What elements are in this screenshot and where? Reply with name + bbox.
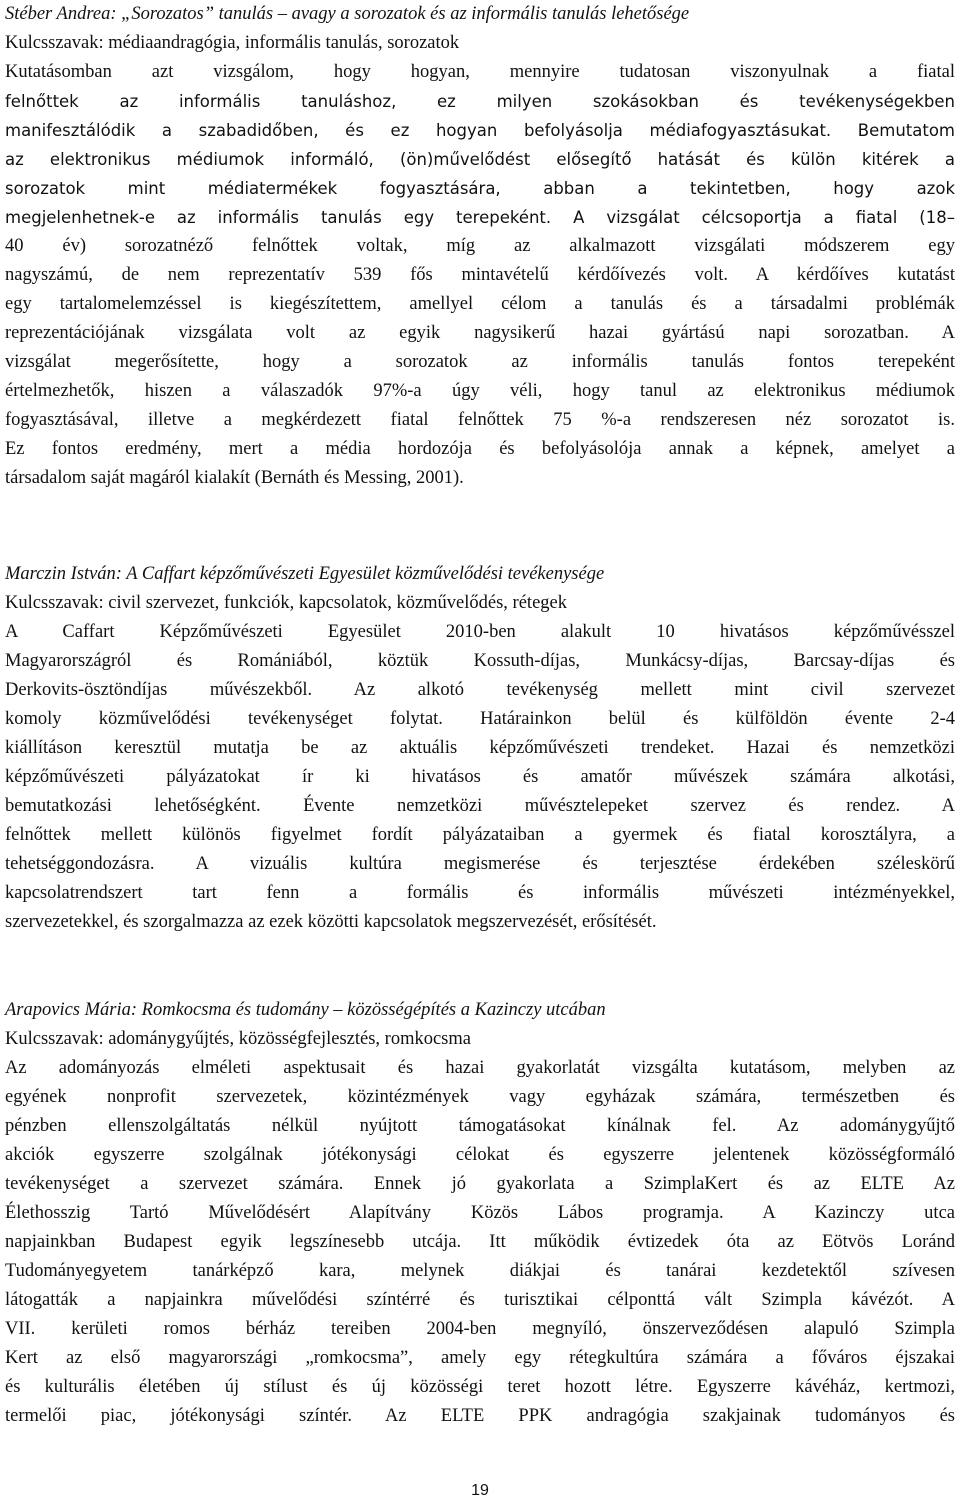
body-line: fogyasztásával, illetve a megkérdezett fiatal felnőttek 75 %-a rendszeresen néz sorozatot is. (5, 410, 955, 430)
abstract-steber (5, 0, 955, 493)
body-line: Magyarországról és Romániából, köztük Kossuth-díjas, Munkácsy-díjas, Barcsay-díjas és (5, 651, 955, 671)
body-line: társadalom saját magáról kialakít (Bernáth és Messing, 2001). (5, 468, 464, 488)
body-line: komoly közművelődési tevékenységet folytat. Határainkon belül és külföldön évente 2-4 (5, 709, 955, 729)
body-line: vizsgálat megerősítette, hogy a sorozatok az informális tanulás fontos terepeként (5, 352, 955, 372)
keywords: Kulcsszavak: adománygyűjtés, közösségfejlesztés, romkocsma (5, 1029, 471, 1049)
body-line: bemutatkozási lehetőségként. Évente nemzetközi művésztelepeket szervez és rendez. A (5, 796, 955, 816)
abstract-title: Marczin István: A Caffart képzőművészeti Egyesület közművelődési tevékenysége (5, 564, 605, 584)
body-line: Élethosszig Tartó Művelődésért Alapítvány Közös Lábos programja. A Kazinczy utca (5, 1203, 955, 1223)
body-line: akciók egyszerre szolgálnak jótékonysági célokat és egyszerre jelentenek közösségformáló (5, 1145, 955, 1165)
body-line: reprezentációjának vizsgálata volt az egyik nagysikerű hazai gyártású napi sorozatban. A (5, 323, 955, 343)
keywords: Kulcsszavak: civil szervezet, funkciók, kapcsolatok, közművelődés, rétegek (5, 593, 567, 613)
body-line: és kulturális életében új stílust és új közösségi teret hozott létre. Egyszerre kávéház, kertmozi, (5, 1377, 955, 1397)
body-line: VII. kerületi romos bérház tereiben 2004-ben megnyíló, önszerveződésen alapuló Szimpla (5, 1319, 955, 1339)
body-line: Az adományozás elméleti aspektusait és hazai gyakorlatát vizsgálta kutatásom, melyben az (5, 1058, 955, 1078)
abstract-marczin (5, 560, 955, 937)
body-line: termelői piac, jótékonysági színtér. Az ELTE PPK andragógia szakjainak tudományos és (5, 1406, 955, 1426)
body-line: képzőművészeti pályázatokat ír ki hivatásos és amatőr művészek számára alkotási, (5, 767, 955, 787)
body-line: nagyszámú, de nem reprezentatív 539 fős mintavételű kérdőívezés volt. A kérdőíves kutatást (5, 265, 955, 285)
body-line: egy tartalomelemzéssel is kiegészítettem, amellyel célom a tanulás és a társadalmi problémák (5, 294, 955, 314)
body-line: megjelenhetnek-e az informális tanulás egy terepeként. A vizsgálat célcsoportja a fiatal (18– (5, 208, 955, 227)
body-line: tehetséggondozásra. A vizuális kultúra megismerése és terjesztése érdekében széleskörű (5, 854, 955, 874)
body-line: sorozatok mint médiatermékek fogyasztására, abban a tekintetben, hogy azok (5, 179, 955, 198)
body-line: Ez fontos eredmény, mert a média hordozója és befolyásolója annak a képnek, amelyet a (5, 439, 955, 459)
body-line: tevékenységet a szervezet számára. Ennek jó gyakorlata a SzimplaKert és az ELTE Az (5, 1174, 955, 1194)
body-line: Derkovits-ösztöndíjas művészekből. Az alkotó tevékenység mellett mint civil szervezet (5, 680, 955, 700)
abstract-title: Stéber Andrea: „Sorozatos” tanulás – avagy a sorozatok és az informális tanulás lehetősége (5, 4, 690, 24)
body-line: Kutatásomban azt vizsgálom, hogy hogyan, mennyire tudatosan viszonyulnak a fiatal (5, 62, 955, 82)
body-line: 40 év) sorozatnéző felnőttek voltak, míg az alkalmazott vizsgálati módszerem egy (5, 236, 955, 256)
body-line: manifesztálódik a szabadidőben, és ez hogyan befolyásolja médiafogyasztásukat. Bemutatom (5, 121, 955, 140)
abstract-title: Arapovics Mária: Romkocsma és tudomány – közösségépítés a Kazinczy utcában (5, 1000, 606, 1020)
body-line: látogatták a napjainkra művelődési színtérré és turisztikai célponttá vált Szimpla kávézót. A (5, 1290, 955, 1310)
body-line: napjainkban Budapest egyik legszínesebb utcája. Itt működik évtizedek óta az Eötvös Loránd (5, 1232, 955, 1252)
keywords: Kulcsszavak: médiaandragógia, informális tanulás, sorozatok (5, 33, 460, 53)
page-number: 19 (471, 1482, 489, 1499)
body-line: egyének nonprofit szervezetek, közintézmények vagy egyházak számára, természetben és (5, 1087, 955, 1107)
abstract-arapovics (5, 996, 955, 1431)
body-line: Kert az első magyarországi „romkocsma”, amely egy rétegkultúra számára a főváros éjszakai (5, 1348, 955, 1368)
body-line: felnőttek mellett különös figyelmet fordít pályázataiban a gyermek és fiatal korosztályra, a (5, 825, 955, 845)
body-line: Tudományegyetem tanárképző kara, melynek diákjai és tanárai kezdetektől szívesen (5, 1261, 955, 1281)
body-line: kapcsolatrendszert tart fenn a formális és informális művészeti intézményekkel, (5, 883, 955, 903)
body-line: szervezetekkel, és szorgalmazza az ezek közötti kapcsolatok megszervezését, erősítését. (5, 912, 657, 932)
body-line: az elektronikus médiumok informáló, (ön)művelődést elősegítő hatását és külön kitérek a (5, 150, 955, 169)
body-line: pénzben ellenszolgáltatás nélkül nyújtott támogatásokat kínálnak fel. Az adománygyűjtő (5, 1116, 955, 1136)
body-line: A Caffart Képzőművészeti Egyesület 2010-ben alakult 10 hivatásos képzőművésszel (5, 622, 955, 642)
body-line: felnőttek az informális tanuláshoz, ez milyen szokásokban és tevékenységekben (5, 92, 955, 111)
body-line: értelmezhetők, hiszen a válaszadók 97%-a úgy véli, hogy tanul az elektronikus médiumok (5, 381, 955, 401)
body-line: kiállításon keresztül mutatja be az aktuális képzőművészeti trendeket. Hazai és nemzetközi (5, 738, 955, 758)
